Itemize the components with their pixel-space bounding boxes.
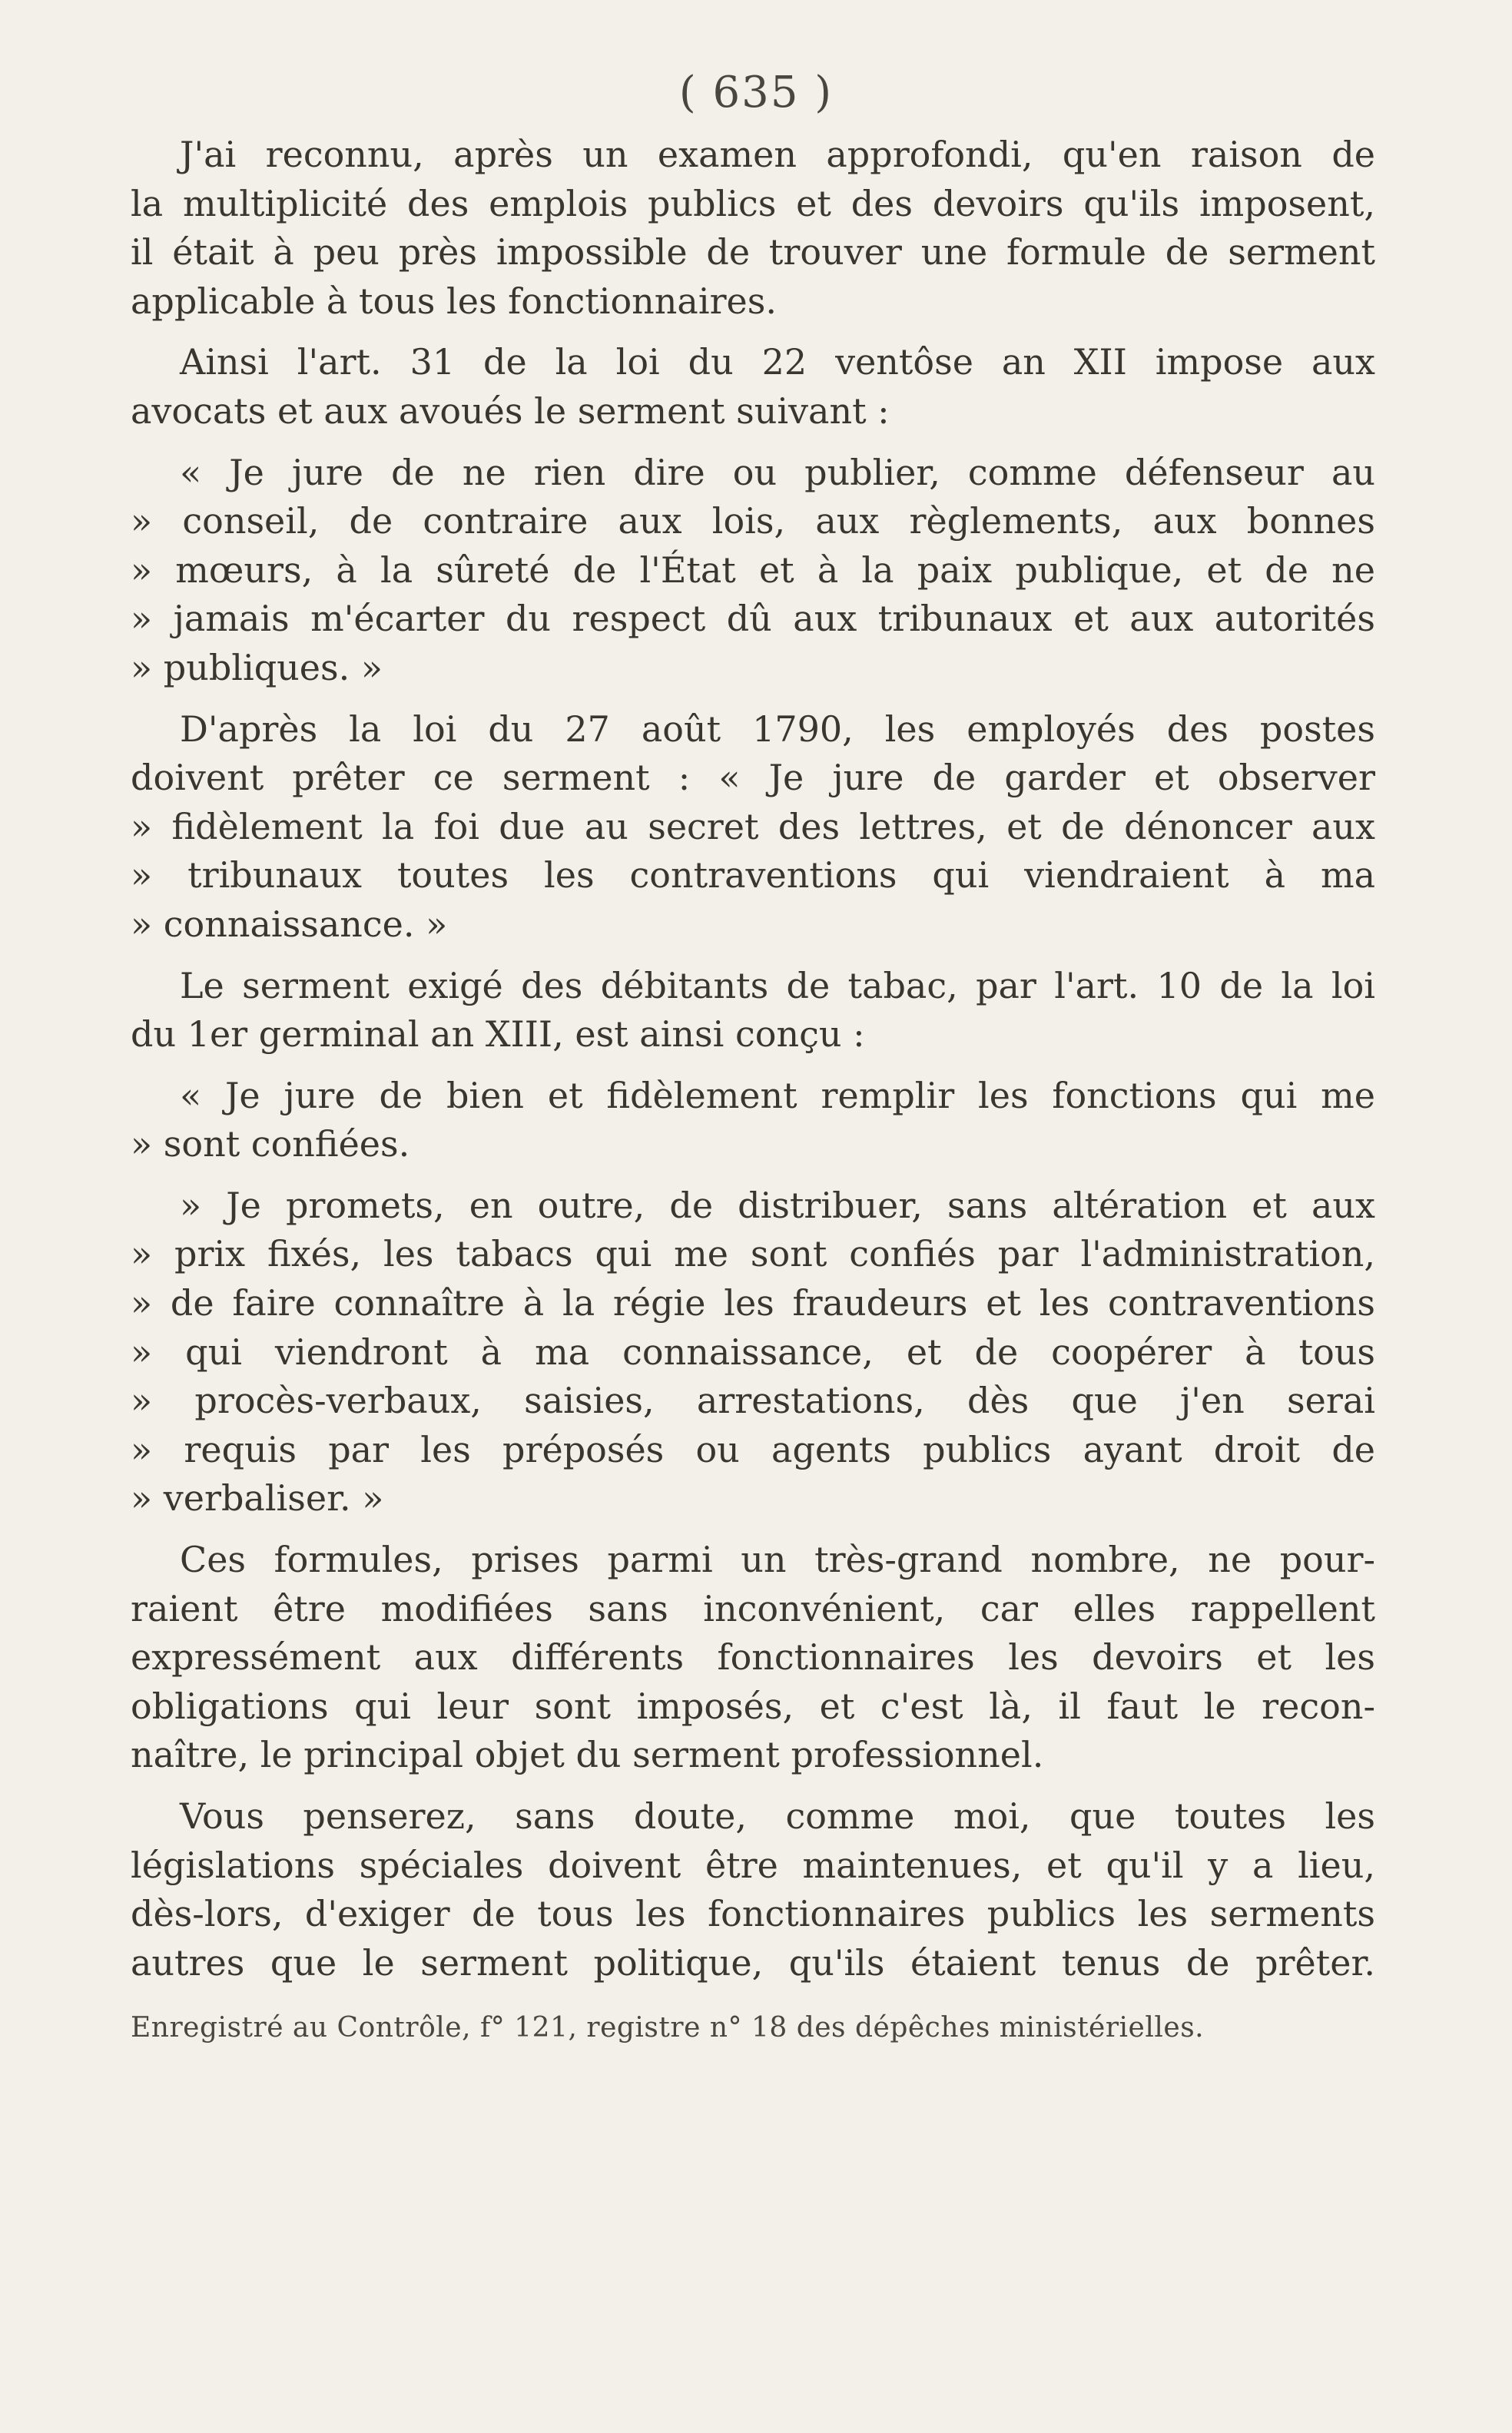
text-line: D'après la loi du 27 août 1790, les employés des postes bbox=[180, 708, 1375, 750]
text-line: Vous penserez, sans doute, comme moi, que toutes les bbox=[180, 1795, 1375, 1837]
text-line: du 1er germinal an XIII, est ainsi conçu : bbox=[131, 1013, 865, 1056]
text-line: avocats et aux avoués le serment suivant : bbox=[131, 389, 890, 432]
body-text bbox=[131, 131, 1375, 2047]
quote-line: » tribunaux toutes les contraventions qui viendraient à ma bbox=[131, 854, 1375, 897]
text-line: J'ai reconnu, après un examen approfondi, qu'en raison de bbox=[180, 134, 1375, 175]
quote-line: « Je jure de ne rien dire ou publier, comme défenseur au bbox=[180, 451, 1375, 493]
quote-line: « Je jure de bien et fidèlement remplir les fonctions qui me bbox=[180, 1074, 1375, 1116]
text-line: expressément aux différents fonctionnaires les devoirs et les bbox=[131, 1636, 1375, 1679]
text-line: applicable à tous les fonctionnaires. bbox=[131, 280, 778, 322]
text-line: raient être modifiées sans inconvénient, car elles rappellent bbox=[131, 1587, 1375, 1629]
text-line: naître, le principal objet du serment professionnel. bbox=[131, 1734, 1044, 1776]
quote-line: » sont confiées. bbox=[131, 1123, 410, 1165]
registration-note: Enregistré au Contrôle, f° 121, registre n° 18 des dépêches ministérielles. bbox=[131, 2012, 1205, 2044]
text-line: dès-lors, d'exiger de tous les fonctionnaires publics les serments bbox=[131, 1893, 1375, 1935]
quote-line: » conseil, de contraire aux lois, aux règlements, aux bonnes bbox=[131, 500, 1375, 542]
text-line: obligations qui leur sont imposés, et c'est là, il faut le recon- bbox=[131, 1685, 1375, 1727]
quote-line: » procès-verbaux, saisies, arrestations, dès que j'en serai bbox=[131, 1380, 1375, 1422]
quote-line: » verbaliser. » bbox=[131, 1477, 384, 1520]
text-line: la multiplicité des emplois publics et des devoirs qu'ils imposent, bbox=[131, 182, 1375, 224]
quote-line: » Je promets, en outre, de distribuer, sans altération et aux bbox=[180, 1184, 1375, 1226]
quote-line: » qui viendront à ma connaissance, et de coopérer à tous bbox=[131, 1331, 1375, 1373]
quote-line: » mœurs, à la sûreté de l'État et à la paix publique, et de ne bbox=[131, 549, 1375, 591]
quote-line: » jamais m'écarter du respect dû aux tribunaux et aux autorités bbox=[131, 598, 1375, 640]
quote-line: » prix fixés, les tabacs qui me sont confiés par l'administration, bbox=[131, 1233, 1375, 1275]
quote-line: » connaissance. » bbox=[131, 903, 448, 945]
text-line: il était à peu près impossible de trouver une formule de serment bbox=[131, 231, 1375, 273]
quote-line: » de faire connaître à la régie les fraudeurs et les contraventions bbox=[131, 1282, 1375, 1324]
text-line: autres que le serment politique, qu'ils étaient tenus de prêter. bbox=[131, 1941, 1375, 1984]
text-line: Ces formules, prises parmi un très-grand nombre, ne pour- bbox=[180, 1539, 1375, 1581]
quote-line: » requis par les préposés ou agents publics ayant droit de bbox=[131, 1428, 1375, 1470]
page-number: ( 635 ) bbox=[678, 68, 834, 118]
quote-line: » publiques. » bbox=[131, 646, 383, 688]
text-line: doivent prêter ce serment : « Je jure de garder et observer bbox=[131, 757, 1375, 799]
text-line: législations spéciales doivent être maintenues, et qu'il y a lieu, bbox=[131, 1844, 1375, 1886]
text-line: Ainsi l'art. 31 de la loi du 22 ventôse an XII impose aux bbox=[180, 341, 1375, 383]
quote-line: » fidèlement la foi due au secret des lettres, et de dénoncer aux bbox=[131, 805, 1375, 847]
text-line: Le serment exigé des débitants de tabac, par l'art. 10 de la loi bbox=[180, 964, 1375, 1006]
